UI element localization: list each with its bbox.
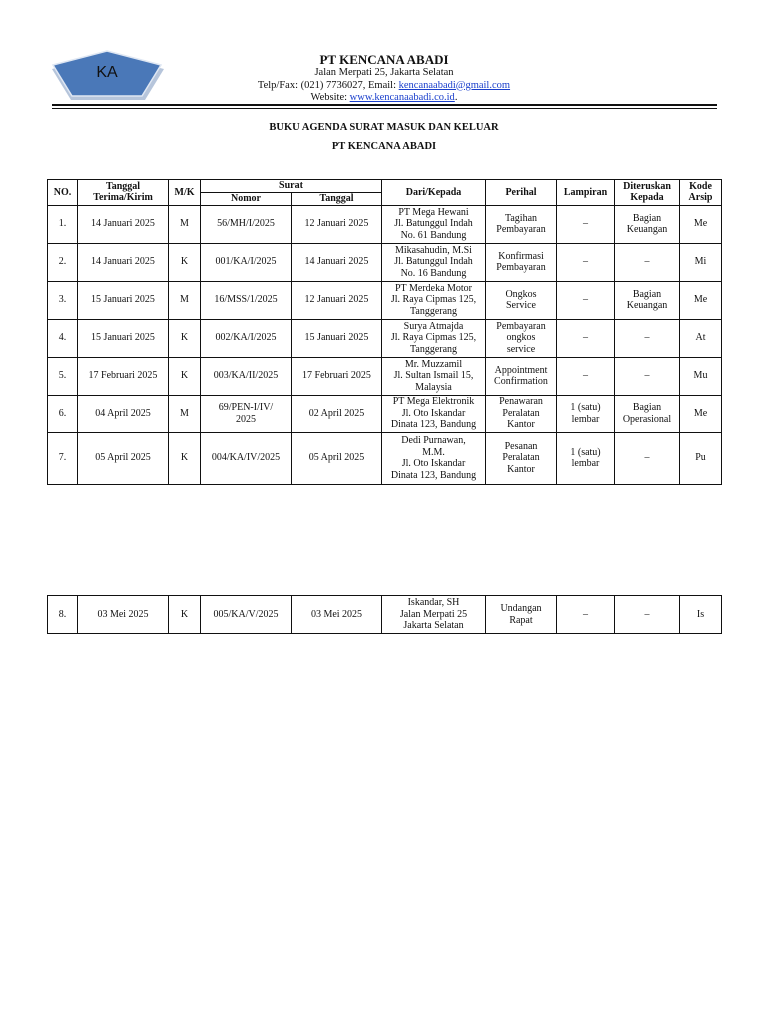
cell-nomor: 003/KA/II/2025 bbox=[201, 357, 292, 395]
header-mk: M/K bbox=[169, 180, 201, 206]
cell-diteruskan: – bbox=[615, 596, 680, 634]
cell-mk: K bbox=[169, 357, 201, 395]
header-dari-kepada: Dari/Kepada bbox=[382, 180, 486, 206]
cell-nomor: 001/KA/I/2025 bbox=[201, 243, 292, 281]
cell-tanggal-terima: 17 Februari 2025 bbox=[78, 357, 169, 395]
document-subtitle: PT KENCANA ABADI bbox=[331, 141, 437, 152]
header-nomor: Nomor bbox=[201, 193, 292, 206]
table-row bbox=[48, 205, 722, 243]
header-lampiran: Lampiran bbox=[557, 180, 615, 206]
cell-tanggal-surat: 14 Januari 2025 bbox=[292, 243, 382, 281]
cell-kode-arsip: Me bbox=[680, 205, 722, 243]
cell-tanggal-surat: 12 Januari 2025 bbox=[292, 205, 382, 243]
cell-perihal: Ongkos Service bbox=[486, 281, 557, 319]
website-prefix: Website: bbox=[310, 92, 350, 103]
cell-perihal: Appointment Confirmation bbox=[486, 357, 557, 395]
cell-nomor: 005/KA/V/2025 bbox=[201, 596, 292, 634]
company-contact bbox=[200, 80, 568, 93]
letterhead bbox=[200, 52, 568, 105]
cell-no: 7. bbox=[48, 432, 78, 484]
cell-perihal: Tagihan Pembayaran bbox=[486, 205, 557, 243]
cell-lampiran: – bbox=[557, 357, 615, 395]
cell-dari-kepada: PT Merdeka Motor Jl. Raya Cipmas 125, Tanggerang bbox=[382, 281, 486, 319]
cell-kode-arsip: Mi bbox=[680, 243, 722, 281]
email-link[interactable]: kencanaabadi@gmail.com bbox=[398, 79, 511, 91]
agenda-table-continued bbox=[47, 595, 722, 634]
header-perihal: Perihal bbox=[486, 180, 557, 206]
cell-diteruskan: Bagian Operasional bbox=[615, 395, 680, 432]
cell-dari-kepada: PT Mega Hewani Jl. Batunggul Indah No. 61 Bandung bbox=[382, 205, 486, 243]
cell-perihal: Pesanan Peralatan Kantor bbox=[486, 432, 557, 484]
cell-perihal: Undangan Rapat bbox=[486, 596, 557, 634]
cell-lampiran: – bbox=[557, 319, 615, 357]
cell-tanggal-terima: 14 Januari 2025 bbox=[78, 243, 169, 281]
cell-lampiran: – bbox=[557, 205, 615, 243]
header-surat: Surat bbox=[201, 180, 382, 193]
cell-nomor: 002/KA/I/2025 bbox=[201, 319, 292, 357]
header-kode-arsip: Kode Arsip bbox=[680, 180, 722, 206]
cell-tanggal-surat: 17 Februari 2025 bbox=[292, 357, 382, 395]
cell-tanggal-terima: 05 April 2025 bbox=[78, 432, 169, 484]
cell-diteruskan: – bbox=[615, 432, 680, 484]
cell-no: 2. bbox=[48, 243, 78, 281]
cell-lampiran: 1 (satu) lembar bbox=[557, 432, 615, 484]
header-divider-thick bbox=[52, 104, 717, 106]
cell-lampiran: – bbox=[557, 281, 615, 319]
cell-dari-kepada: Dedi Purnawan, M.M. Jl. Oto Iskandar Dinata 123, Bandung bbox=[382, 432, 486, 484]
table-row bbox=[48, 319, 722, 357]
cell-no: 4. bbox=[48, 319, 78, 357]
cell-mk: M bbox=[169, 395, 201, 432]
company-name: PT KENCANA ABADI bbox=[319, 52, 449, 67]
logo-text: KA bbox=[96, 64, 118, 81]
cell-tanggal-terima: 04 April 2025 bbox=[78, 395, 169, 432]
cell-diteruskan: Bagian Keuangan bbox=[615, 281, 680, 319]
table-row bbox=[48, 596, 722, 634]
table-row bbox=[48, 357, 722, 395]
cell-no: 1. bbox=[48, 205, 78, 243]
table-row bbox=[48, 395, 722, 432]
cell-dari-kepada: PT Mega Elektronik Jl. Oto Iskandar Dinata 123, Bandung bbox=[382, 395, 486, 432]
cell-diteruskan: Bagian Keuangan bbox=[615, 205, 680, 243]
cell-diteruskan: – bbox=[615, 243, 680, 281]
cell-tanggal-surat: 03 Mei 2025 bbox=[292, 596, 382, 634]
cell-diteruskan: – bbox=[615, 357, 680, 395]
cell-perihal: Pembayaran ongkos service bbox=[486, 319, 557, 357]
cell-tanggal-terima: 15 Januari 2025 bbox=[78, 319, 169, 357]
cell-dari-kepada: Mikasahudin, M.Si Jl. Batunggul Indah No. 16 Bandung bbox=[382, 243, 486, 281]
cell-no: 8. bbox=[48, 596, 78, 634]
cell-tanggal-surat: 15 Januari 2025 bbox=[292, 319, 382, 357]
cell-lampiran: – bbox=[557, 243, 615, 281]
cell-nomor: 004/KA/IV/2025 bbox=[201, 432, 292, 484]
website-link[interactable]: www.kencanaabadi.co.id bbox=[349, 92, 455, 103]
cell-tanggal-terima: 15 Januari 2025 bbox=[78, 281, 169, 319]
website-suffix: . bbox=[454, 92, 458, 103]
cell-perihal: Konfirmasi Pembayaran bbox=[486, 243, 557, 281]
cell-perihal: Penawaran Peralatan Kantor bbox=[486, 395, 557, 432]
table-row bbox=[48, 243, 722, 281]
cell-kode-arsip: Mu bbox=[680, 357, 722, 395]
cell-lampiran: 1 (satu) lembar bbox=[557, 395, 615, 432]
cell-diteruskan: – bbox=[615, 319, 680, 357]
cell-mk: K bbox=[169, 243, 201, 281]
cell-mk: K bbox=[169, 432, 201, 484]
cell-no: 6. bbox=[48, 395, 78, 432]
cell-dari-kepada: Mr. Muzzamil Jl. Sultan Ismail 15, Malaysia bbox=[382, 357, 486, 395]
cell-tanggal-surat: 02 April 2025 bbox=[292, 395, 382, 432]
header-diteruskan: Diteruskan Kepada bbox=[615, 180, 680, 206]
agenda-table bbox=[47, 179, 722, 485]
cell-kode-arsip: Me bbox=[680, 281, 722, 319]
header-tanggal: Tanggal bbox=[292, 193, 382, 206]
table-row bbox=[48, 281, 722, 319]
cell-tanggal-surat: 05 April 2025 bbox=[292, 432, 382, 484]
cell-dari-kepada: Iskandar, SH Jalan Merpati 25 Jakarta Selatan bbox=[382, 596, 486, 634]
cell-no: 5. bbox=[48, 357, 78, 395]
cell-tanggal-surat: 12 Januari 2025 bbox=[292, 281, 382, 319]
company-address: Jalan Merpati 25, Jakarta Selatan bbox=[314, 67, 454, 78]
cell-no: 3. bbox=[48, 281, 78, 319]
cell-dari-kepada: Surya Atmajda Jl. Raya Cipmas 125, Tanggerang bbox=[382, 319, 486, 357]
cell-kode-arsip: Is bbox=[680, 596, 722, 634]
cell-mk: K bbox=[169, 596, 201, 634]
cell-tanggal-terima: 14 Januari 2025 bbox=[78, 205, 169, 243]
cell-tanggal-terima: 03 Mei 2025 bbox=[78, 596, 169, 634]
header-divider-thin bbox=[52, 108, 717, 109]
company-logo bbox=[48, 50, 166, 100]
cell-mk: M bbox=[169, 205, 201, 243]
cell-lampiran: – bbox=[557, 596, 615, 634]
cell-kode-arsip: At bbox=[680, 319, 722, 357]
table-row bbox=[48, 432, 722, 484]
cell-kode-arsip: Pu bbox=[680, 432, 722, 484]
header-tanggal-terima: Tanggal Terima/Kirim bbox=[78, 180, 169, 206]
cell-mk: K bbox=[169, 319, 201, 357]
cell-kode-arsip: Me bbox=[680, 395, 722, 432]
header-no: NO. bbox=[48, 180, 78, 206]
company-website bbox=[200, 92, 568, 105]
cell-nomor: 16/MSS/1/2025 bbox=[201, 281, 292, 319]
cell-nomor: 56/MH/I/2025 bbox=[201, 205, 292, 243]
cell-nomor: 69/PEN-I/IV/ 2025 bbox=[201, 395, 292, 432]
contact-prefix: Telp/Fax: (021) 7736027, Email: bbox=[257, 79, 399, 91]
cell-mk: M bbox=[169, 281, 201, 319]
document-title: BUKU AGENDA SURAT MASUK DAN KELUAR bbox=[269, 122, 499, 133]
